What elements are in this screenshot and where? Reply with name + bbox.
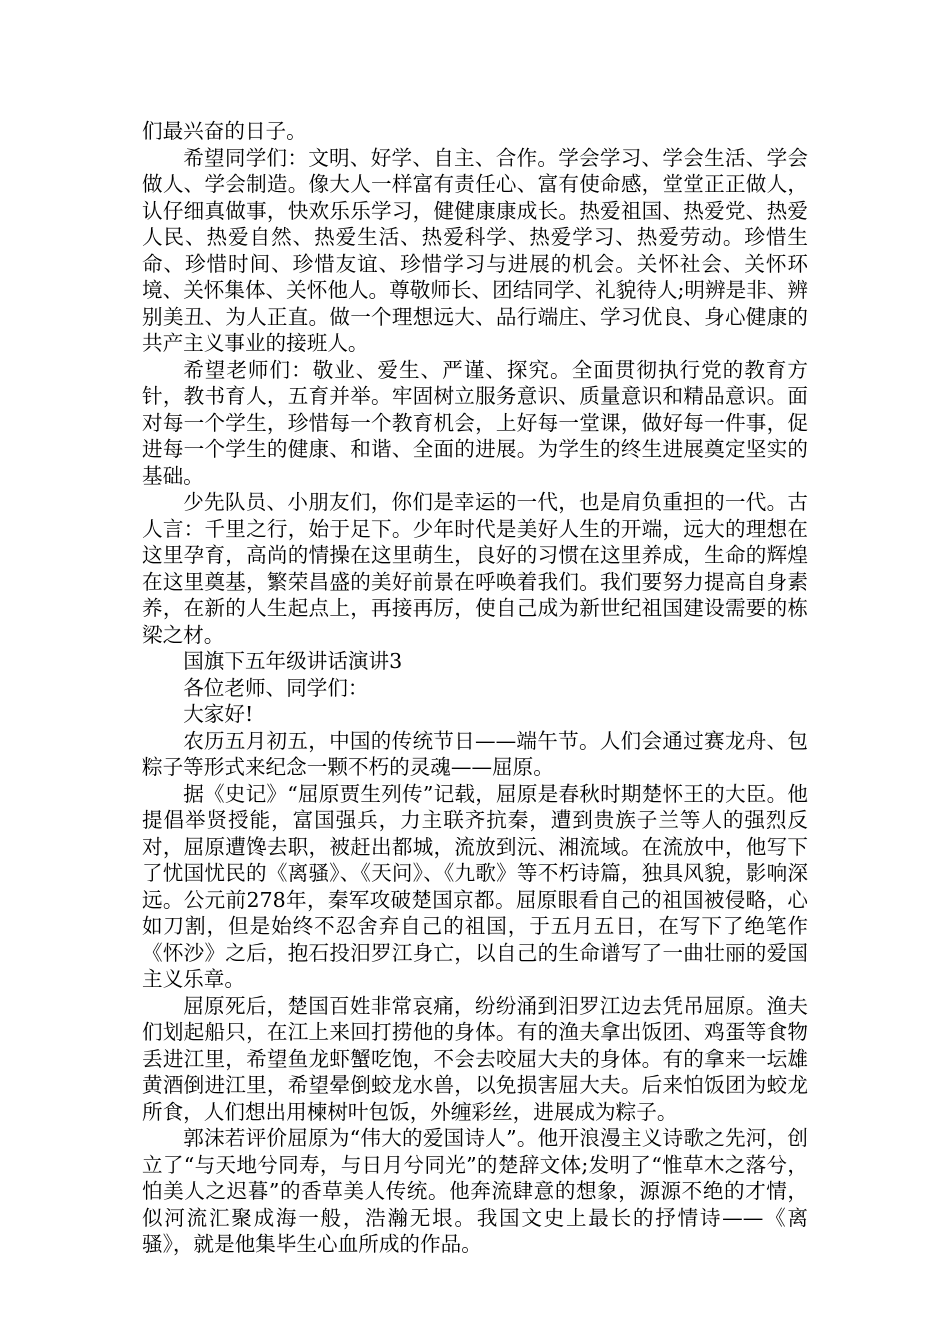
paragraph-dragon-boat: 农历五月初五，中国的传统节日——端午节。人们会通过赛龙舟、包粽子等形式来纪念一颗不朽的灵魂——屈原。 — [142, 728, 808, 779]
salutation: 各位老师、同学们： — [183, 675, 369, 700]
speech-title: 国旗下五年级讲话演讲3 — [183, 649, 403, 673]
document-page — [142, 118, 808, 1258]
paragraph-young-pioneers: 少先队员、小朋友们，你们是幸运的一代，也是肩负重担的一代。古人言：千里之行，始于足下。少年时代是美好人生的开端，远大的理想在这里孕育，高尚的情操在这里萌生，良好的习惯在这里养成，生命的辉煌在这里奠基，繁荣昌盛的美好前景在呼唤着我们。我们要努力提高自身素养，在新的人生起点上，再接再厉，使自己成为新世纪祖国建设需要的栋梁之材。 — [142, 490, 808, 647]
paragraph-after-death: 屈原死后，楚国百姓非常哀痛，纷纷涌到汨罗江边去凭吊屈原。渔夫们划起船只，在江上来回打捞他的身体。有的渔夫拿出饭团、鸡蛋等食物丢进江里，希望鱼龙虾蟹吃饱，不会去咬屈大夫的身体。有的拿来一坛雄黄酒倒进江里，希望晕倒蛟龙水兽，以免损害屈大夫。后来怕饭团为蛟龙所食，人们想出用楝树叶包饭，外缠彩丝，进展成为粽子。 — [142, 993, 808, 1124]
paragraph-guo-moruo: 郭沫若评价屈原为“伟大的爱国诗人”。他开浪漫主义诗歌之先河，创立了“与天地兮同寿，与日月兮同光”的楚辞文体;发明了“惟草木之落兮，怕美人之迟暮”的香草美人传统。他奔流肆意的想象，源源不绝的才情，似河流汇聚成海一般，浩瀚无垠。我国文史上最长的抒情诗——《离骚》，就是他集毕生心血所成的作品。 — [142, 1126, 808, 1256]
paragraph-continuation: 们最兴奋的日子。 — [142, 119, 307, 143]
greeting: 大家好! — [183, 702, 254, 726]
paragraph-hope-students: 希望同学们：文明、好学、自主、合作。学会学习、学会生活、学会做人、学会制造。像大人一样富有责任心、富有使命感，堂堂正正做人，认仔细真做事，快欢乐乐学习，健健康康成长。热爱祖国、热爱党、热爱人民、热爱自然、热爱生活、热爱科学、热爱学习、热爱劳动。珍惜生命、珍惜时间、珍惜友谊、珍惜学习与进展的机会。关怀社会、关怀环境、关怀集体、关怀他人。尊敬师长、团结同学、礼貌待人;明辨是非、辨别美丑、为人正直。做一个理想远大、品行端庄、学习优良、身心健康的共产主义事业的接班人。 — [142, 145, 808, 355]
paragraph-shiji: 据《史记》“屈原贾生列传”记载，屈原是春秋时期楚怀王的大臣。他提倡举贤授能，富国强兵，力主联齐抗秦，遭到贵族子兰等人的强烈反对，屈原遭馋去职，被赶出都城，流放到沅、湘流域。在流放中，他写下了忧国忧民的《离骚》、《天问》、《九歌》等不朽诗篇，独具风貌，影响深远。公元前278年，秦军攻破楚国京都。屈原眼看自己的祖国被侵略，心如刀割，但是始终不忍舍弃自己的祖国，于五月五日，在写下了绝笔作《怀沙》之后，抱石投汨罗江身亡，以自己的生命谱写了一曲壮丽的爱国主义乐章。 — [142, 781, 808, 991]
paragraph-hope-teachers: 希望老师们：敬业、爱生、严谨、探究。全面贯彻执行党的教育方针，教书育人，五育并举。牢固树立服务意识、质量意识和精品意识。面对每一个学生，珍惜每一个教育机会，上好每一堂课，做好每一件事，促进每一个学生的健康、和谐、全面的进展。为学生的终生进展奠定坚实的基础。 — [142, 357, 808, 488]
